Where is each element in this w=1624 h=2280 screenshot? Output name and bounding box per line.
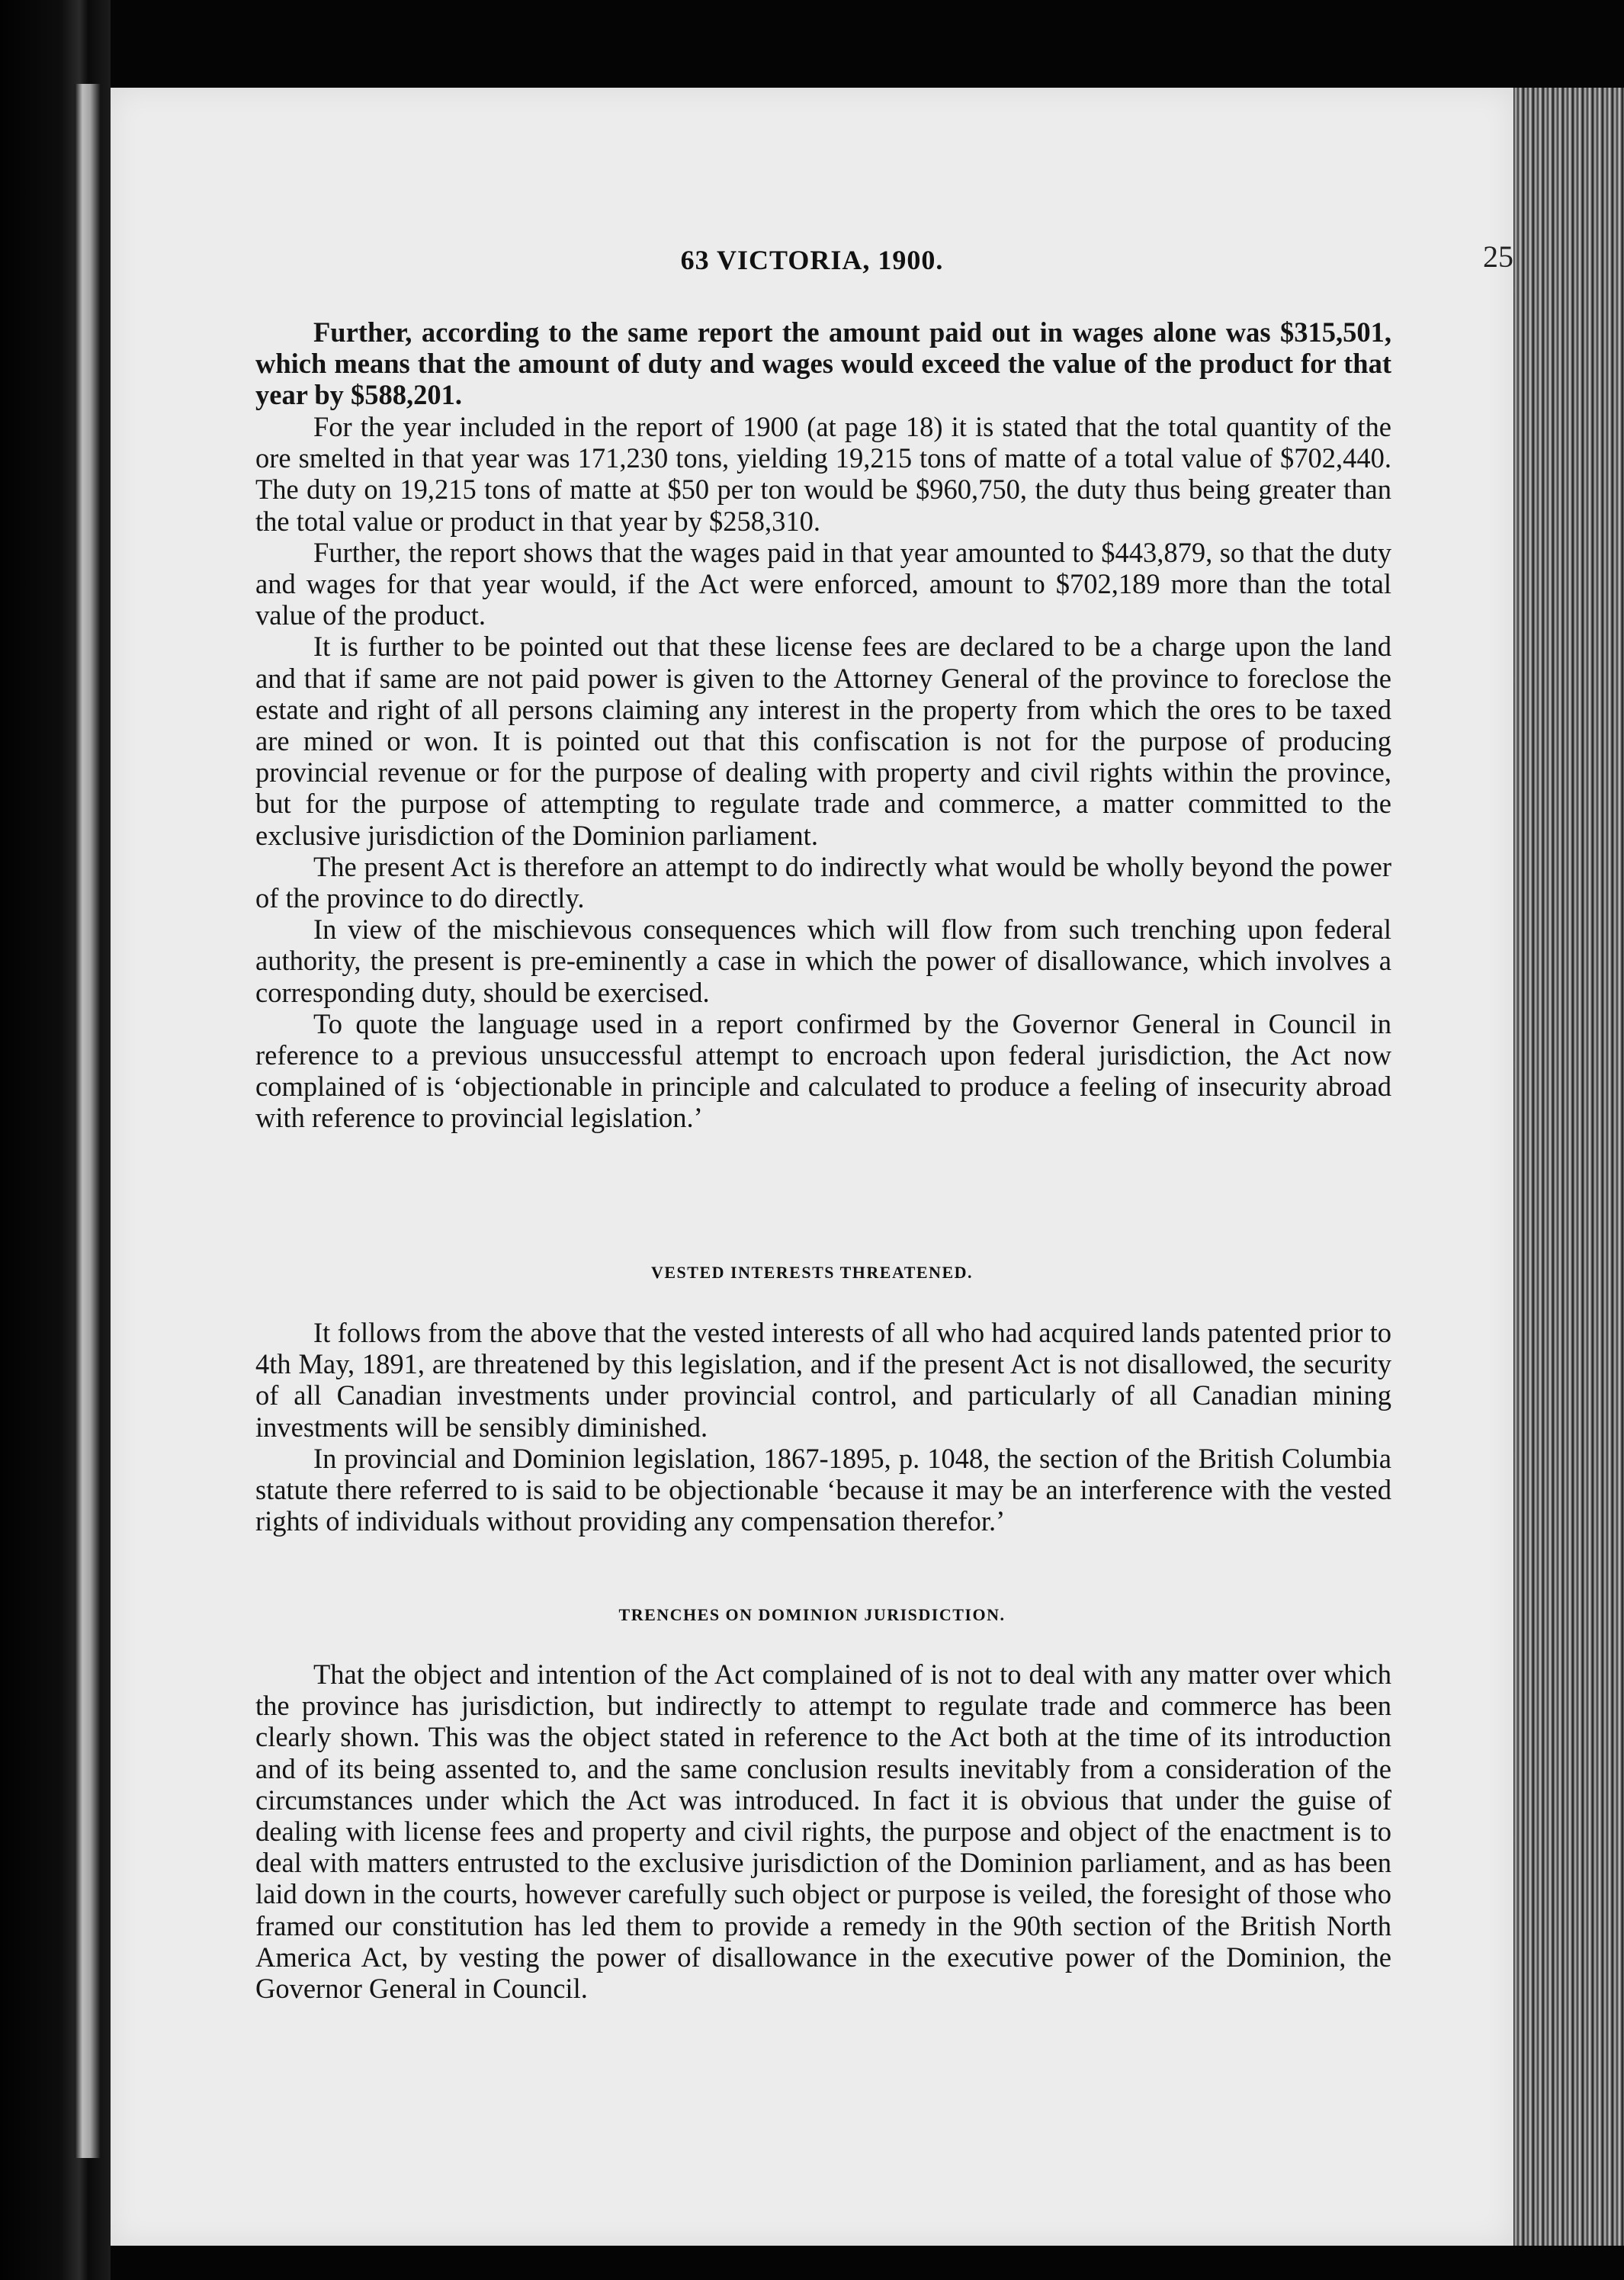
paragraph: For the year included in the report of 1900 (at page 18) it is stated that the total quantity of the ore smelted in that year was 171,230 tons, yielding 19,215 tons of matte of a total value of $702,440. The duty on 19,215 tons of matte at $50 per ton would be $960,750, the duty thus being greater than the total value or product in that year by $258,310. [255,411,1391,537]
page-stack-edge-right [1513,88,1624,2246]
paragraph: It is further to be pointed out that these license fees are declared to be a charge upon the land and that if same are not paid power is given to the Attorney General of the province to foreclose the estate and right of all persons claiming any interest in the property from which the ores to be taxed are mined or won. It is pointed out that this confiscation is not for the purpose of producing provincial revenue or for the purpose of dealing with property and civil rights within the province, but for the purpose of attempting to regulate trade and commerce, a matter committed to the exclusive jurisdiction of the Dominion parliament. [255,631,1391,851]
page-edge-left [75,84,101,2158]
paragraph: The present Act is therefore an attempt to do indirectly what would be wholly beyond the power of the province to do directly. [255,850,1391,914]
paragraph: Further, according to the same report the amount paid out in wages alone was $315,501, which means that the amount of duty and wages would exceed the value of the product for that year by $588,201. [255,316,1391,411]
running-header: 63 VICTORIA, 1900. [680,245,944,275]
page-number: 25 [1483,239,1513,274]
paragraph: That the object and intention of the Act complained of is not to deal with any matter over which the province has jurisdiction, but indirectly to attempt to regulate trade and commerce has been clearly shown. This was the object stated in reference to the Act both at the time of its introduction and of its being assented to, and the same conclusion results inevitably from a consideration of the circumstances under which the Act was introduced. In fact it is obvious that under the guise of dealing with license fees and property and civil rights, the purpose and object of the enactment is to deal with matters entrusted to the exclusive jurisdiction of the Dominion parliament, and as has been laid down in the courts, however carefully such object or purpose is veiled, the foresight of those who framed our constitution has led them to provide a remedy in the 90th section of the British North America Act, by vesting the power of disallowance in the executive power of the Dominion, the Governor General in Council. [255,1659,1391,2005]
section-2-body [255,1317,1391,1537]
paragraph: In view of the mischievous consequences which will flow from such trenching upon federal authority, the present is pre-eminently a case in which the power of disallowance, which involves a corresponding duty, should be exercised. [255,914,1391,1008]
paragraph: To quote the language used in a report confirmed by the Governor General in Council in reference to a previous unsuccessful attempt to encroach upon federal jurisdiction, the Act now complained of is ‘objectionable in principle and calculated to produce a feeling of insecurity abroad with reference to provincial legislation.’ [255,1007,1391,1134]
section-heading-vested-interests: VESTED INTERESTS THREATENED. [650,1263,974,1282]
section-1-continued [255,411,1391,1134]
section-3-body [255,1659,1391,2004]
paragraph: Further, the report shows that the wages paid in that year amounted to $443,879, so that the duty and wages for that year would, if the Act were enforced, amount to $702,189 more than the total value of the product. [255,536,1391,631]
document-page [111,88,1513,2246]
section-heading-dominion-jurisdiction: TRENCHES ON DOMINION JURISDICTION. [618,1605,1006,1624]
section-1-body [255,316,1391,411]
paragraph: It follows from the above that the vested interests of all who had acquired lands patented prior to 4th May, 1891, are threatened by this legislation, and if the present Act is not disallowed, the security of all Canadian investments under provincial control, and particularly of all Canadian mining investments will be sensibly diminished. [255,1317,1391,1443]
paragraph: In provincial and Dominion legislation, 1867-1895, p. 1048, the section of the British Columbia statute there referred to is said to be objectionable ‘because it may be an interference with the vested rights of individuals without providing any compensation therefor.’ [255,1442,1391,1537]
